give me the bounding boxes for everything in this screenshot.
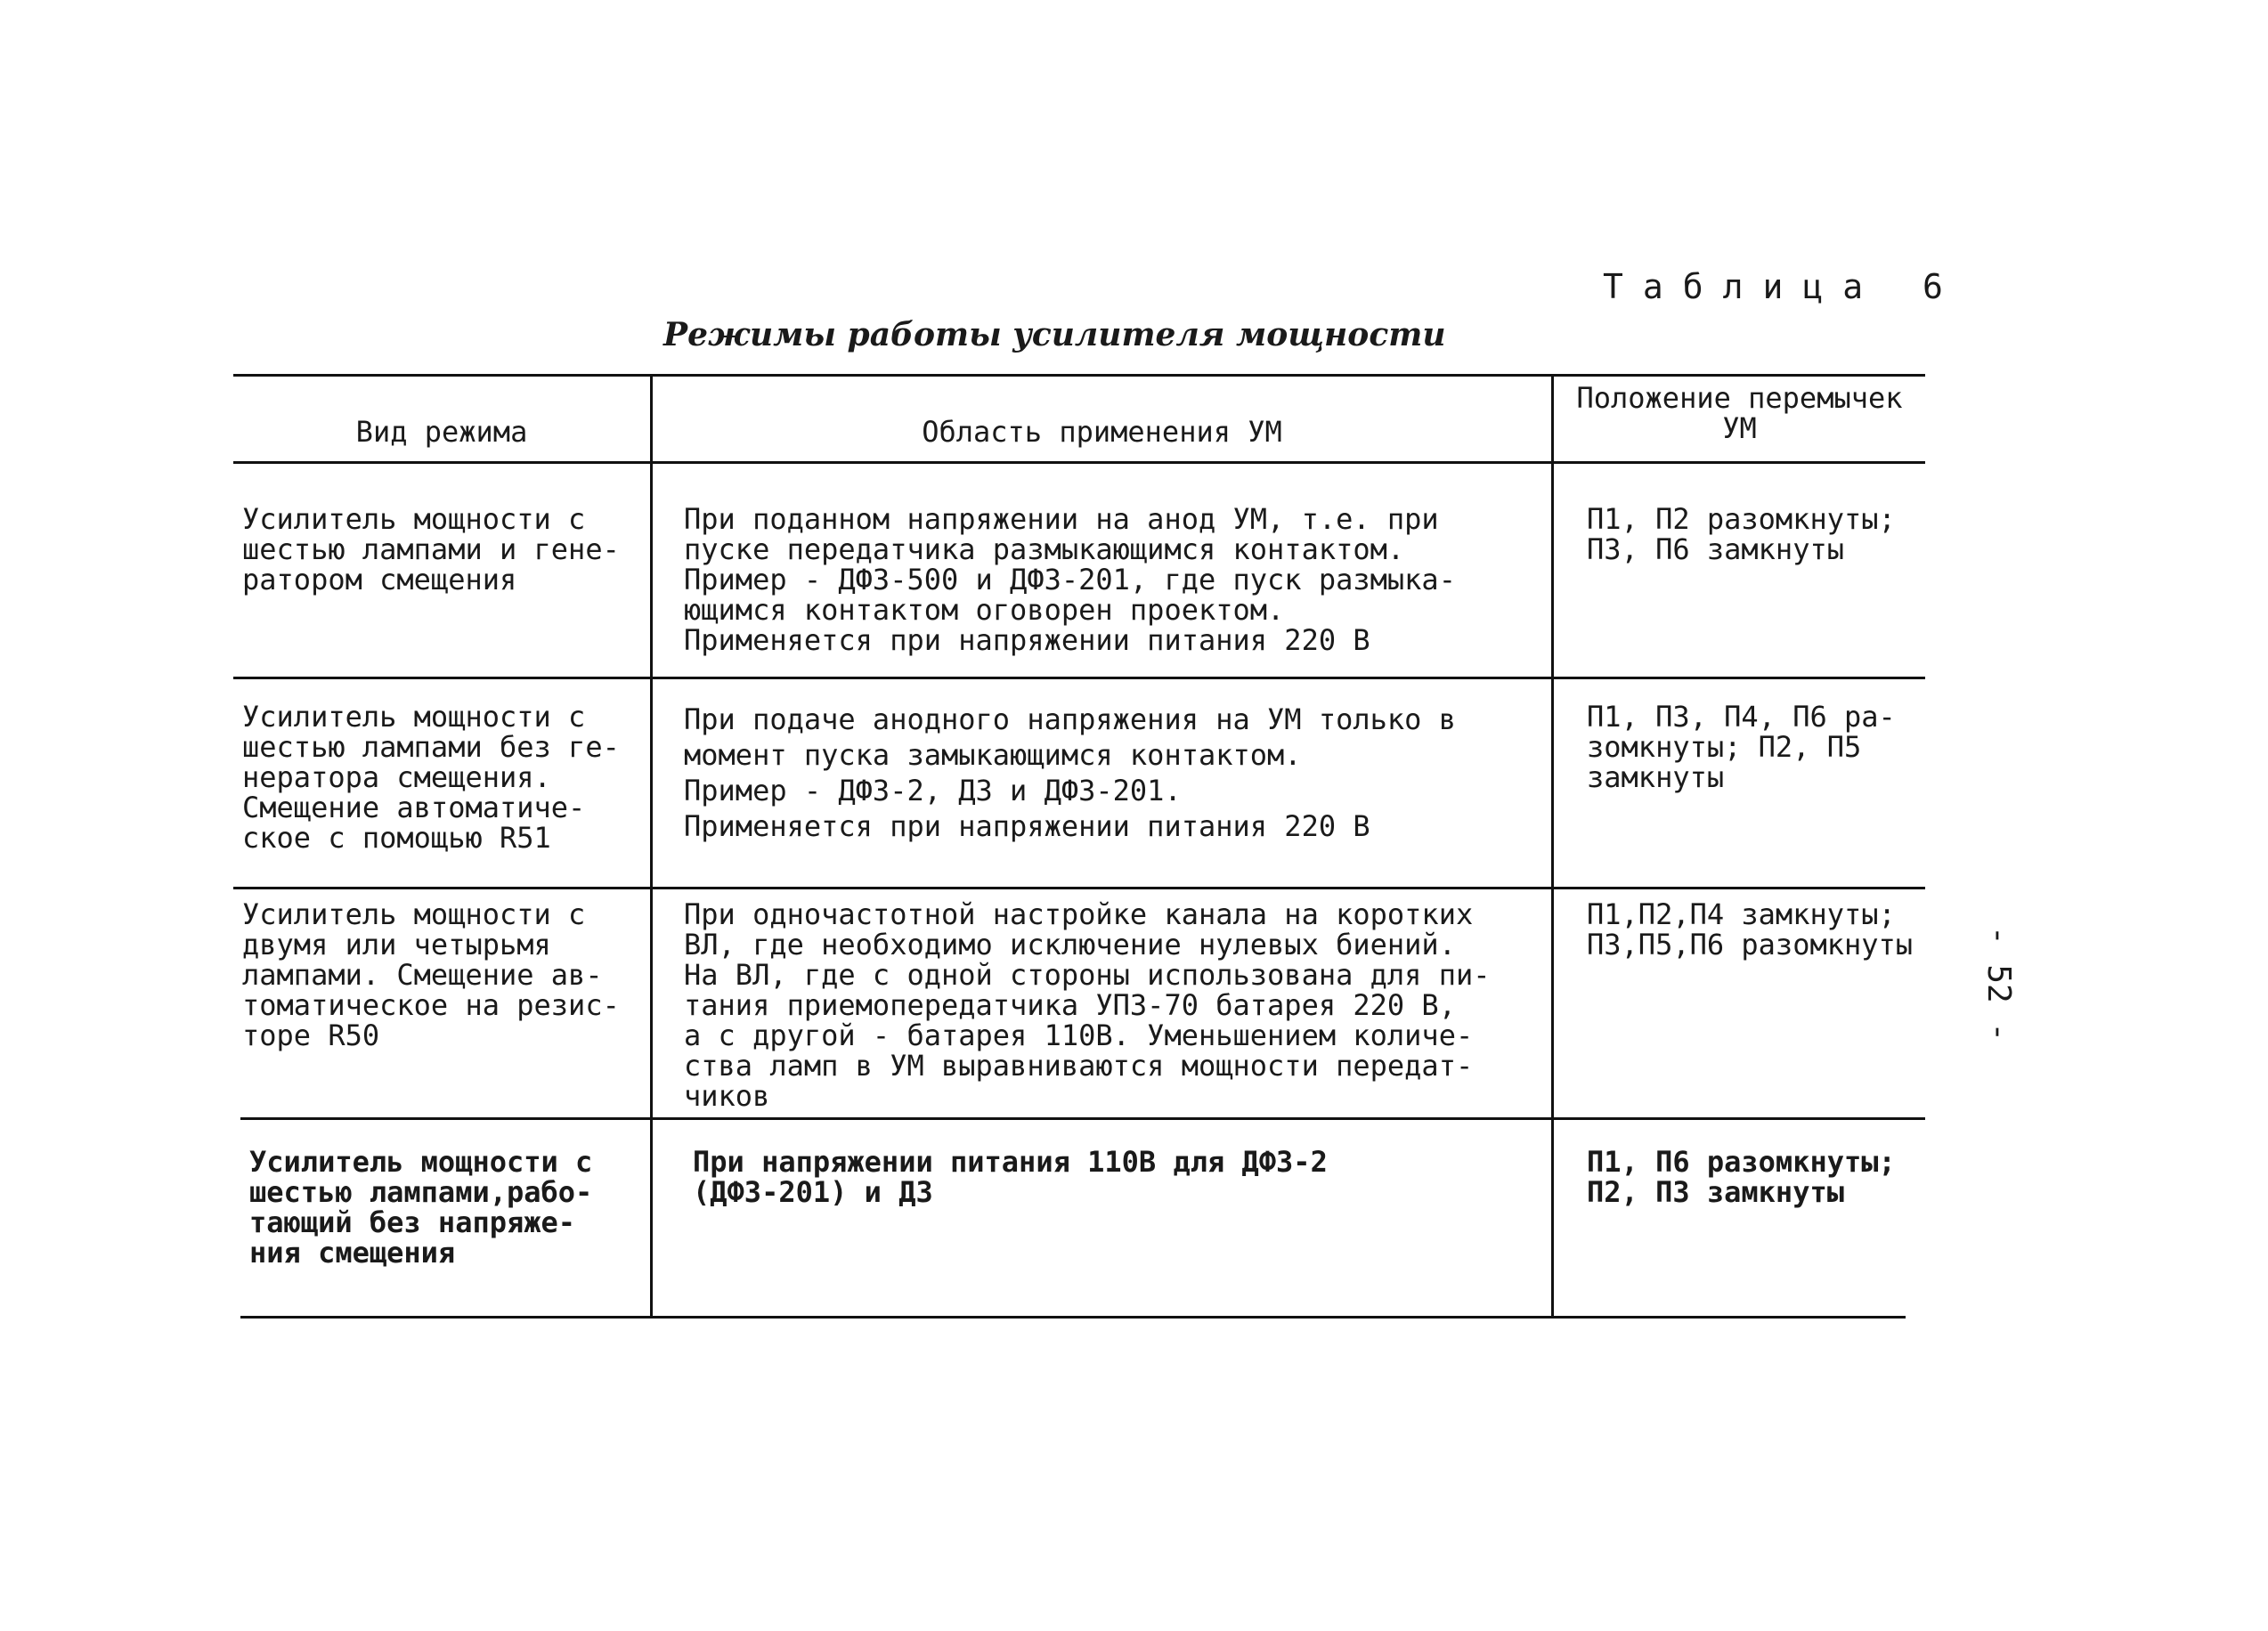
column-divider-2 [1551, 374, 1554, 1319]
row-4-application: При напряжении питания 110В для ДФЗ-2 (ДФЗ-201) и ДЗ [693, 1145, 1328, 1209]
column-divider-1 [650, 374, 653, 1319]
row-4-jumpers: П1, П6 разомкнуты; П2, П3 замкнуты [1587, 1145, 1896, 1209]
row-3-jumpers: П1,П2,П4 замкнуты; П3,П5,П6 разомкнуты [1587, 897, 1914, 962]
row-2-application: При подаче анодного напряжения на УМ только в момент пуска замыкающимся контактом. Пример - ДФЗ-2, ДЗ и ДФЗ-201. Применяется при напряжении питания 220 В [684, 702, 1456, 843]
row-4-mode: Усилитель мощности с шестью лампами,рабо- тающий без напряже- ния смещения [249, 1145, 593, 1270]
table-top-rule [233, 374, 1925, 377]
table-number-label: Таблица 6 [1603, 267, 1963, 306]
table-bottom-rule [240, 1316, 1906, 1319]
table-title: Режимы работы усилителя мощности [663, 316, 1446, 353]
row-3-application: При одночастотной настройке канала на коротких ВЛ, где необходимо исключение нулевых биений. На ВЛ, где с одной стороны использована для пи- тания приемопередатчика УПЗ-70 батарея 220 В, а с другой - батарея 110В. Уменьшением количе- ства ламп в УМ выравниваются мощности передат- чиков [684, 897, 1491, 1113]
row-1-mode: Усилитель мощности с шестью лампами и гене- ратором смещения [242, 502, 620, 596]
header-jumpers: Положение перемычек УМ [1576, 381, 1903, 445]
row-1-application: При поданном напряжении на анод УМ, т.е. при пуске передатчика размыкающимся контактом. Пример - ДФЗ-500 и ДФЗ-201, где пуск размыка- ющимся контактом оговорен проектом. Применяется при напряжении питания 220 В [684, 502, 1456, 657]
row-divider-2 [233, 887, 1925, 889]
header-application: Область применения УМ [922, 415, 1282, 449]
row-2-jumpers: П1, П3, П4, П6 ра- зомкнуты; П2, П5 замкнуты [1587, 700, 1896, 794]
row-3-mode: Усилитель мощности с двумя или четырьмя лампами. Смещение ав- томатическое на резис- торе R50 [242, 897, 620, 1052]
header-mode: Вид режима [355, 415, 528, 449]
page-number: - 52 - [1980, 926, 2017, 1043]
row-divider-1 [233, 677, 1925, 679]
header-bottom-rule [233, 461, 1925, 464]
row-2-mode: Усилитель мощности с шестью лампами без ге- нератора смещения. Смещение автоматиче- ское с помощью R51 [242, 700, 620, 855]
row-divider-3 [240, 1117, 1925, 1120]
row-1-jumpers: П1, П2 разомкнуты; П3, П6 замкнуты [1587, 502, 1896, 566]
